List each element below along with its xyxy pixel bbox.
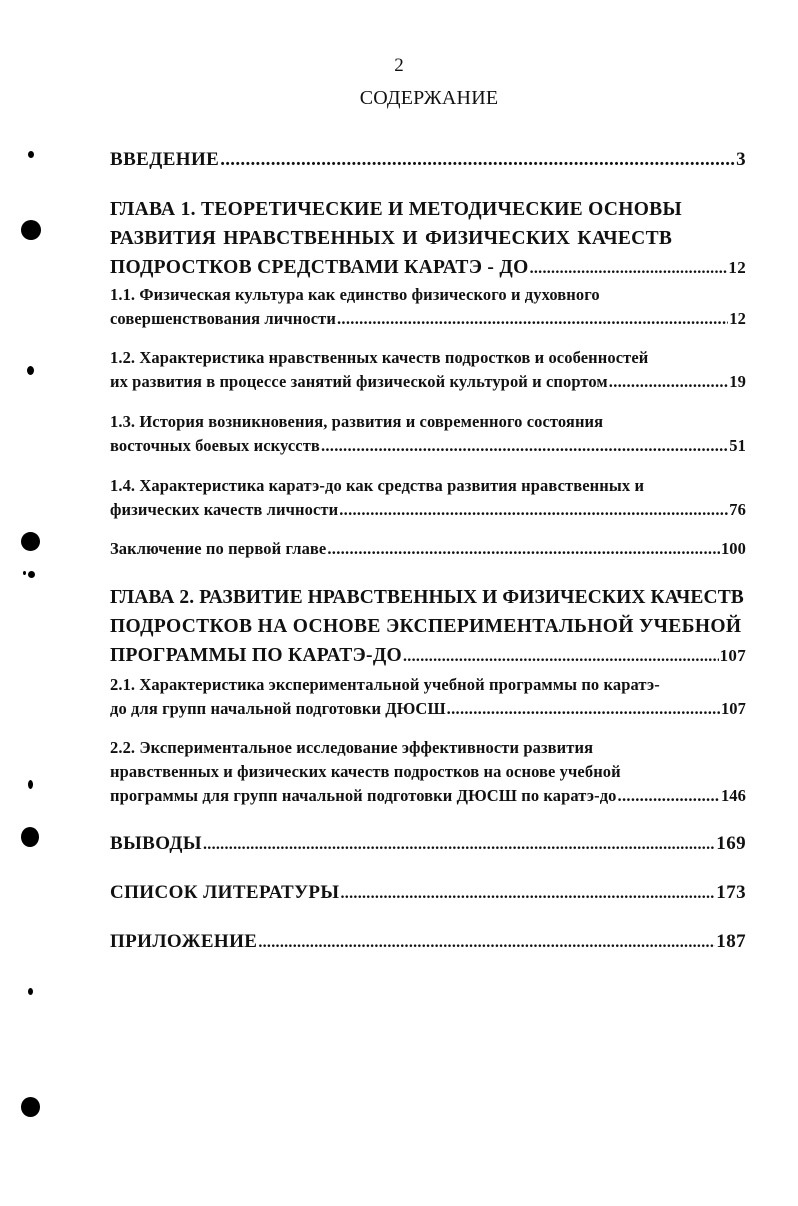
toc-entry-title: ВВЕДЕНИЕ [110, 149, 220, 170]
toc-entry-line: 2.1. Характеристика экспериментальной учебной программы по каратэ- [110, 675, 660, 694]
toc-entry-line: 1.1. Физическая культура как единство физического и духовного [110, 285, 600, 304]
binder-hole-mark [28, 151, 34, 158]
toc-entry-line: 1.2. Характеристика нравственных качеств подростков и особенностей [110, 348, 649, 367]
toc-page-number: 76 [729, 500, 746, 519]
toc-entry-chapter-2[interactable] [110, 583, 746, 671]
toc-page-number: 107 [720, 699, 746, 718]
leader-dots [203, 830, 715, 859]
leader-dots [327, 537, 720, 561]
toc-page-number: 3 [736, 149, 746, 170]
toc-entry-line: 1.3. История возникновения, развития и современного состояния [110, 412, 604, 431]
leader-dots [618, 784, 720, 808]
toc-entry-line: физических качеств личности [110, 500, 339, 519]
toc-entry-title: СПИСОК ЛИТЕРАТУРЫ [110, 882, 340, 903]
toc-entry-line: совершенствования личности [110, 309, 336, 328]
toc-entry-intro[interactable] [110, 145, 746, 174]
leader-dots [321, 434, 728, 458]
toc-entry-conclusion-1[interactable] [110, 537, 746, 561]
binder-hole-mark [21, 220, 41, 240]
toc-page-number: 12 [728, 258, 746, 277]
toc-page-number: 107 [719, 646, 746, 665]
binder-hole-mark [28, 571, 35, 578]
leader-dots [258, 928, 715, 957]
toc-entry-line: ГЛАВА 1. ТЕОРЕТИЧЕСКИЕ И МЕТОДИЧЕСКИЕ ОСНОВЫ [110, 199, 682, 220]
leader-dots [220, 145, 735, 174]
binder-hole-mark [21, 532, 40, 551]
leader-dots [530, 254, 728, 283]
toc-page-number: 12 [729, 309, 746, 328]
toc-entry-section-1-3[interactable] [110, 410, 746, 458]
binder-hole-mark [21, 827, 39, 847]
toc-entry-chapter-1[interactable] [110, 195, 746, 283]
toc-entry-line: РАЗВИТИЯ НРАВСТВЕННЫХ И ФИЗИЧЕСКИХ КАЧЕСТВ [110, 228, 673, 249]
page-number: 2 [394, 55, 404, 76]
binder-hole-mark [28, 988, 33, 995]
toc-entry-section-2-2[interactable] [110, 736, 746, 808]
binder-hole-mark [28, 780, 33, 789]
toc-entry-title: ВЫВОДЫ [110, 833, 202, 854]
toc-page-number: 19 [729, 372, 746, 391]
toc-entry-section-1-4[interactable] [110, 474, 746, 522]
leader-dots [609, 370, 729, 394]
toc-entry-line: до для групп начальной подготовки ДЮСШ [110, 699, 446, 718]
leader-dots [403, 642, 719, 671]
binder-hole-mark [23, 571, 26, 575]
binder-hole-mark [21, 1097, 40, 1117]
toc-entry-line: ПОДРОСТКОВ СРЕДСТВАМИ КАРАТЭ - ДО [110, 257, 529, 278]
page-title: СОДЕРЖАНИЕ [359, 87, 499, 109]
toc-entry-references[interactable] [110, 878, 746, 908]
leader-dots [339, 498, 728, 522]
toc-page-number: 173 [716, 882, 746, 903]
toc-entry-title: Заключение по первой главе [110, 539, 327, 558]
toc-entry-section-1-2[interactable] [110, 346, 746, 394]
toc-entry-conclusions[interactable] [110, 829, 746, 859]
leader-dots [447, 697, 720, 721]
toc-entry-line: 2.2. Экспериментальное исследование эффективности развития [110, 738, 594, 757]
table-of-contents [110, 0, 746, 1206]
leader-dots [341, 879, 716, 908]
toc-entry-line: ГЛАВА 2. РАЗВИТИЕ НРАВСТВЕННЫХ И ФИЗИЧЕСКИХ КАЧЕСТВ [110, 587, 744, 608]
toc-entry-line: восточных боевых искусств [110, 436, 320, 455]
toc-entry-line: 1.4. Характеристика каратэ-до как средства развития нравственных и [110, 476, 645, 495]
toc-page-number: 51 [729, 436, 746, 455]
toc-page-number: 169 [716, 833, 746, 854]
toc-entry-section-2-1[interactable] [110, 673, 746, 721]
toc-entry-line: ПОДРОСТКОВ НА ОСНОВЕ ЭКСПЕРИМЕНТАЛЬНОЙ УЧЕБНОЙ [110, 616, 742, 637]
binder-hole-mark [27, 366, 34, 375]
toc-entry-line: ПРОГРАММЫ ПО КАРАТЭ-ДО [110, 645, 402, 666]
toc-entry-line: программы для групп начальной подготовки ДЮСШ по каратэ-до [110, 786, 617, 805]
toc-entry-appendix[interactable] [110, 927, 746, 957]
toc-entry-title: ПРИЛОЖЕНИЕ [110, 931, 258, 952]
toc-page-number: 187 [716, 931, 746, 952]
toc-page-number: 100 [720, 539, 746, 558]
toc-entry-line: их развития в процессе занятий физической культурой и спортом [110, 372, 608, 391]
toc-entry-line: нравственных и физических качеств подростков на основе учебной [110, 762, 621, 781]
leader-dots [337, 307, 728, 331]
toc-page-number: 146 [720, 786, 746, 805]
toc-entry-section-1-1[interactable] [110, 283, 746, 331]
